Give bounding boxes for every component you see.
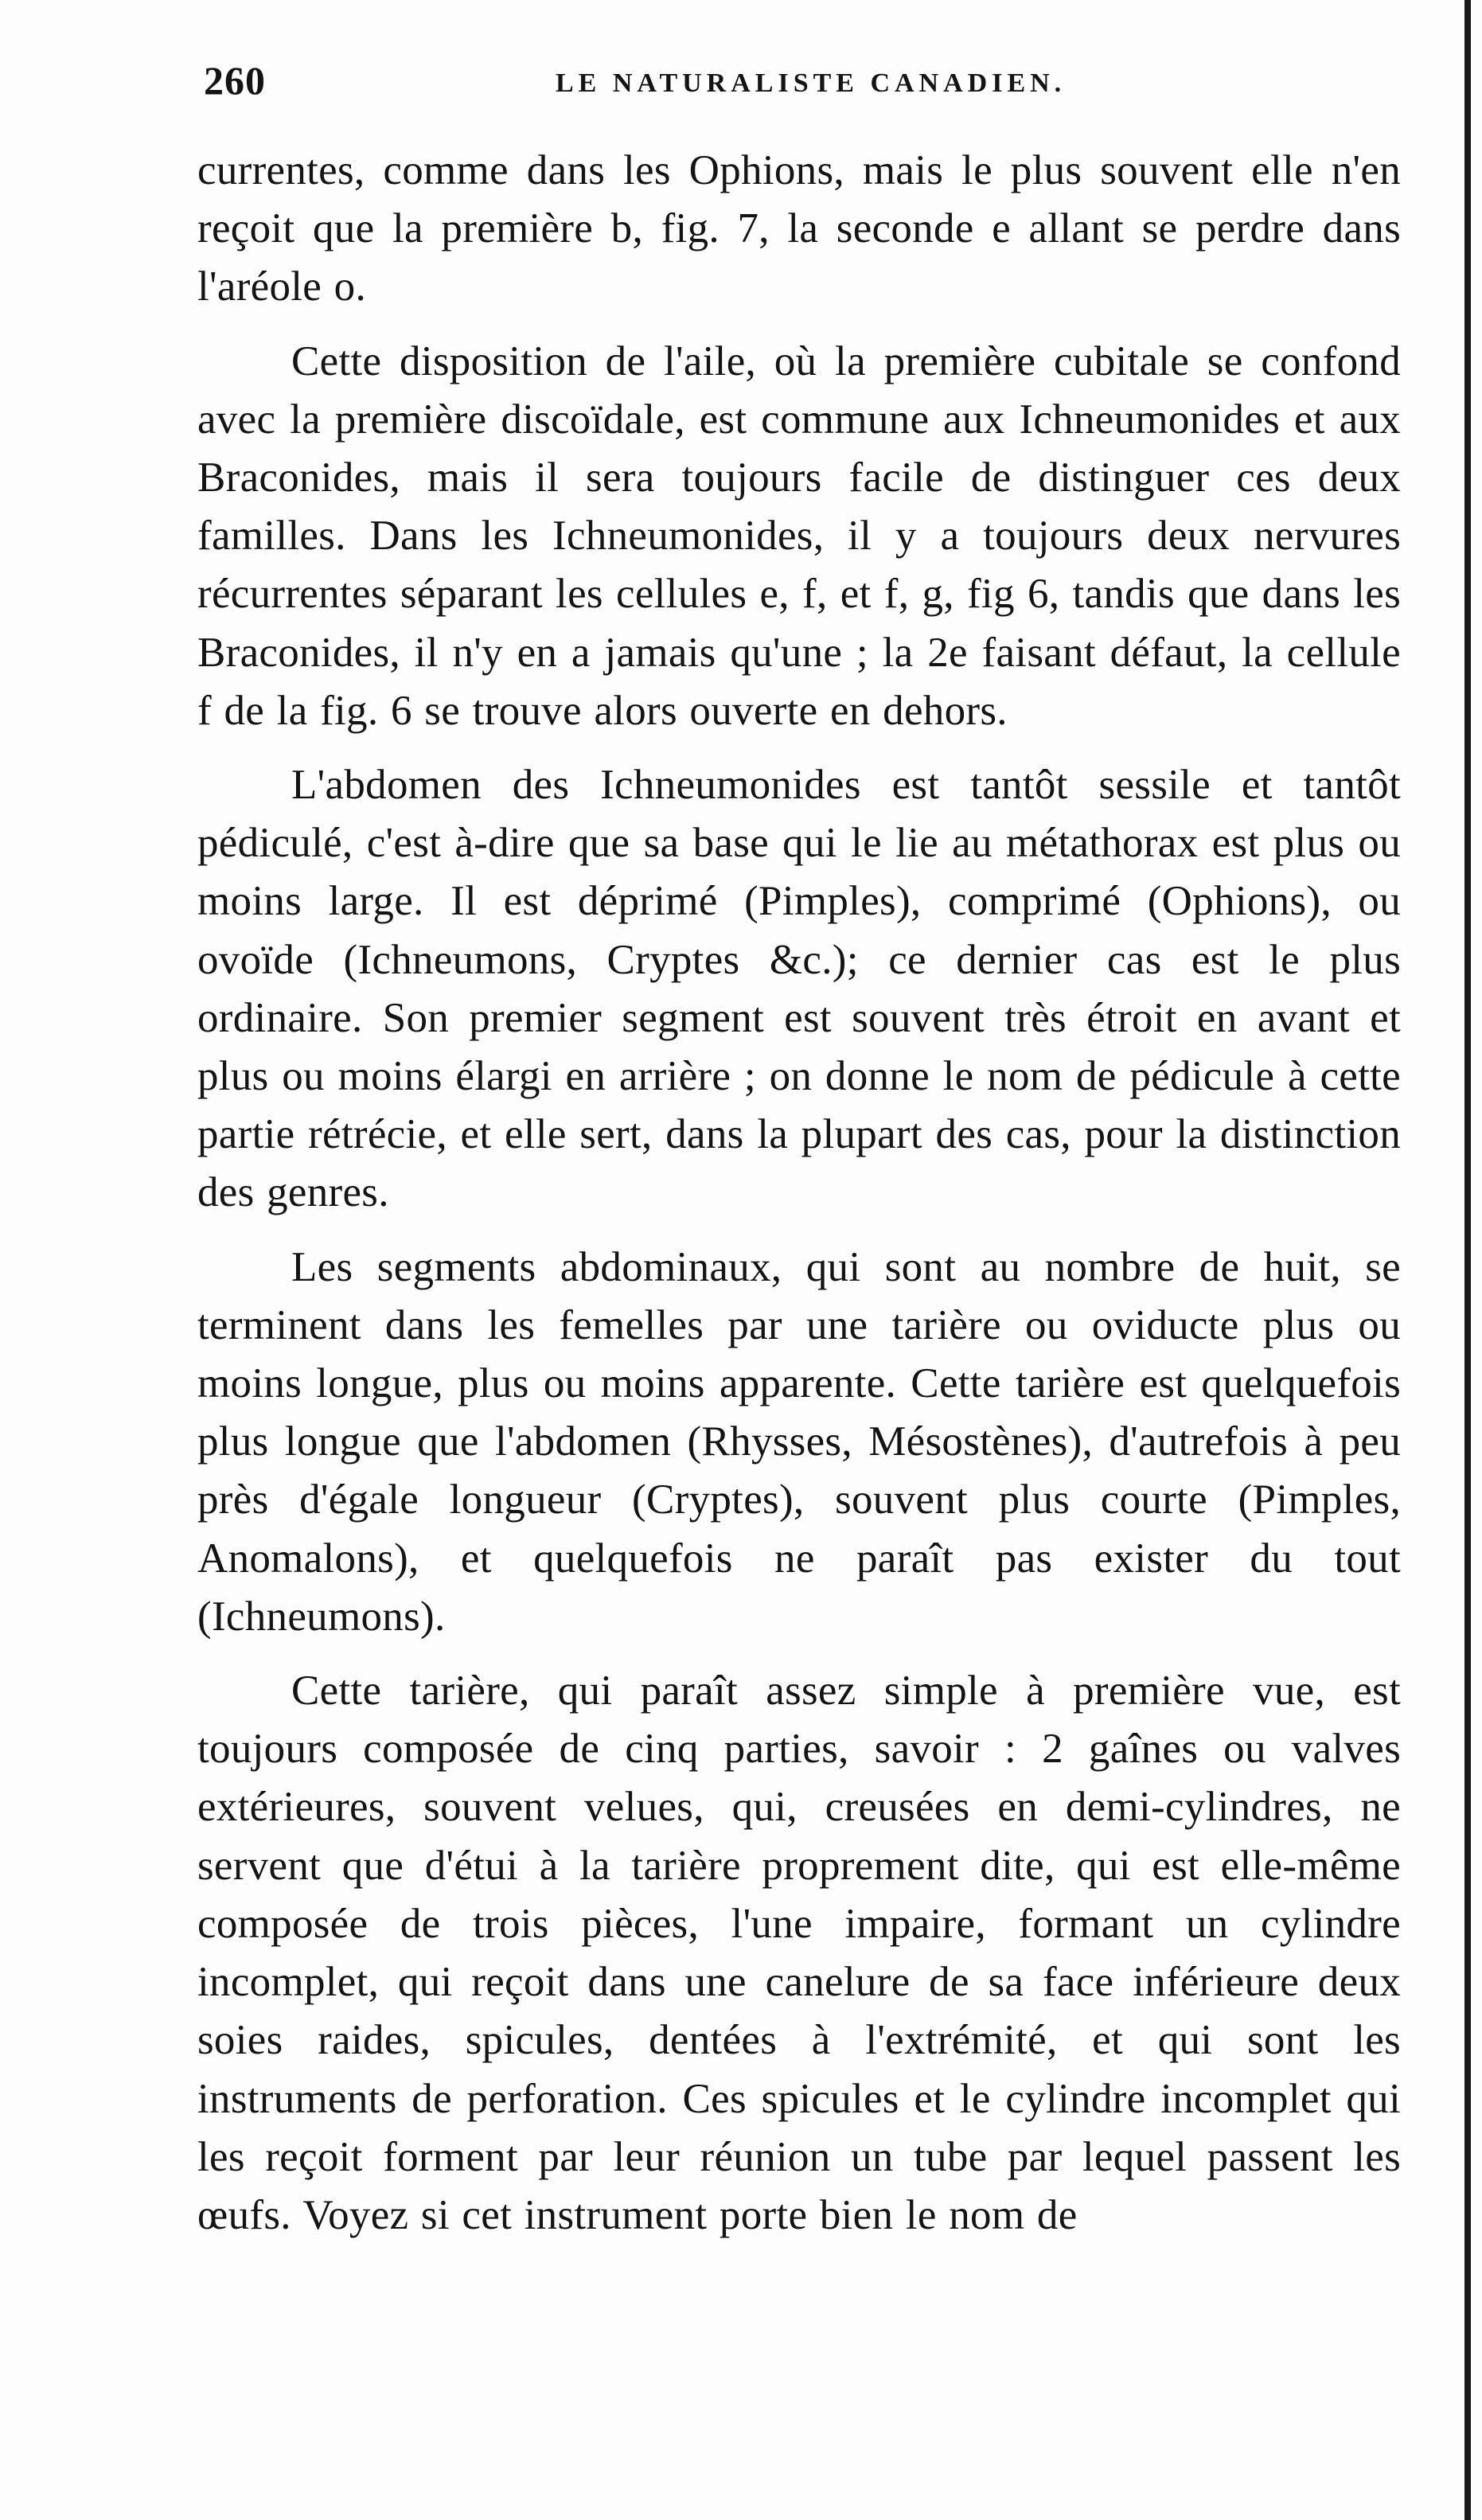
paragraph-abdomen: L'abdomen des Ichneumonides est tantôt sessile et tantôt pédiculé, c'est à-dire que sa base qui le lie au métathorax est plus ou moins large. Il est déprimé (Pimples), comprimé (Ophions), ou ovoïde (Ichneumons, Cryptes &c.); ce dernier cas est le plus ordinaire. Son premier segment est souvent très étroit en avant et plus ou moins élargi en arrière ; on donne le nom de pédicule à cette partie rétrécie, et elle sert, dans la plupart des cas, pour la distinction des genres. <box>197 762 1401 1216</box>
page-header <box>204 57 1382 121</box>
paragraph-abdominal-segments: Les segments abdominaux, qui sont au nombre de huit, se terminent dans les femelles par une tarière ou oviducte plus ou moins longue, plus ou moins apparente. Cette tarière est quelquefois plus longue que l'abdomen (Rhysses, Mésostènes), d'autrefois à peu près d'égale longueur (Cryptes), souvent plus courte (Pimples, Anomalons), et quelquefois ne paraît pas exister du tout (Ichneumons). <box>197 1243 1401 1640</box>
page-number: 260 <box>204 58 266 103</box>
paragraph-continuation: currentes, comme dans les Ophions, mais le plus souvent elle n'en reçoit que la première b, fig. 7, la seconde e allant se perdre dans l'aréole o. <box>197 147 1401 310</box>
running-head: LE NATURALISTE CANADIEN. <box>556 68 1067 98</box>
paragraph-wing-disposition: Cette disposition de l'aile, où la première cubitale se confond avec la première discoïdale, est commune aux Ichneumonides et aux Braconides, mais il sera toujours facile de distinguer ces deux familles. Dans les Ichneumonides, il y a toujours deux nervures récurrentes séparant les cellules e, f, et f, g, fig 6, tandis que dans les Braconides, il n'y en a jamais qu'une ; la 2e faisant défaut, la cellule f de la fig. 6 se trouve alors ouverte en dehors. <box>197 337 1401 734</box>
paragraph-ovipositor: Cette tarière, qui paraît assez simple à première vue, est toujours composée de cinq parties, savoir : 2 gaînes ou valves extérieures, souvent velues, qui, creusées en demi-cylindres, ne servent que d'étui à la tarière proprement dite, qui est elle-même composée de trois pièces, l'une impaire, formant un cylindre incomplet, qui reçoit dans une canelure de sa face inférieure deux soies raides, spicules, dentées à l'extrémité, et qui sont les instruments de perforation. Ces spicules et le cylindre incomplet qui les reçoit forment par leur réunion un tube par lequel passent les œufs. Voyez si cet instrument porte bien le nom de <box>197 1668 1401 2238</box>
page-edge-border <box>1464 0 1471 2520</box>
body-text <box>197 142 1401 2245</box>
